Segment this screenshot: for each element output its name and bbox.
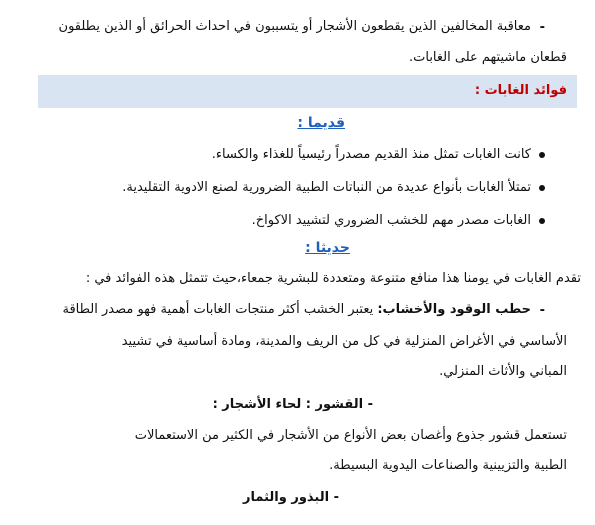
bark-heading: - القشور : لحاء الأشجار :	[212, 397, 373, 412]
bark-line-1: تستعمل قشور جذوع وأغصان بعض الأنواع من الأشجار في الكثير من الاستعمالات	[134, 428, 567, 443]
list-dash: -	[539, 303, 545, 318]
bullet-icon	[539, 218, 545, 224]
benefits-heading: فوائد الغابات :	[474, 83, 567, 98]
bark-line-2: الطبية والتزيينية والصناعات اليدوية البسيطة.	[329, 458, 567, 473]
bullet-icon	[539, 185, 545, 191]
intro-line-1: معاقبة المخالفين الذين يقطعون الأشجار أو يتسببون في احداث الحرائق أو الذين يطلقون	[58, 19, 531, 34]
old-item-3: الغابات مصدر مهم للخشب الضروري لتشييد الاكواخ.	[251, 213, 531, 228]
old-item-2: تمتلأ الغابات بأنواع عديدة من النباتات الطبية الضرورية لصنع الادوية التقليدية.	[122, 180, 531, 195]
new-intro: تقدم الغابات في يومنا هذا منافع متنوعة ومتعددة للبشرية جمعاء،حيث تتمثل هذه الفوائد في :	[85, 271, 581, 286]
wood-line-1	[62, 301, 531, 319]
wood-line-2: الأساسي في الأغراض المنزلية في كل من الريف والمدينة، ومادة أساسية في تشييد	[121, 334, 567, 349]
bark-heading-text: القشور : لحاء الأشجار :	[212, 397, 364, 412]
wood-line-3: المباني والأثاث المنزلي.	[439, 364, 567, 379]
list-dash: -	[539, 20, 545, 35]
bullet-icon	[539, 152, 545, 158]
seeds-heading-text: البذور والثمار	[243, 490, 330, 505]
old-item-1: كانت الغابات تمثل منذ القديم مصدراً رئيسياً للغذاء والكساء.	[211, 147, 531, 162]
old-heading: قديما :	[297, 115, 345, 131]
wood-text-1: يعتبر الخشب أكثر منتجات الغابات أهمية فهو مصدر الطاقة	[62, 302, 374, 317]
seeds-heading: - البذور والثمار	[243, 490, 339, 505]
intro-line-2: قطعان ماشيتهم على الغابات.	[408, 50, 567, 65]
wood-label: حطب الوقود والأخشاب:	[377, 302, 531, 317]
new-heading: حديثا :	[305, 240, 350, 256]
